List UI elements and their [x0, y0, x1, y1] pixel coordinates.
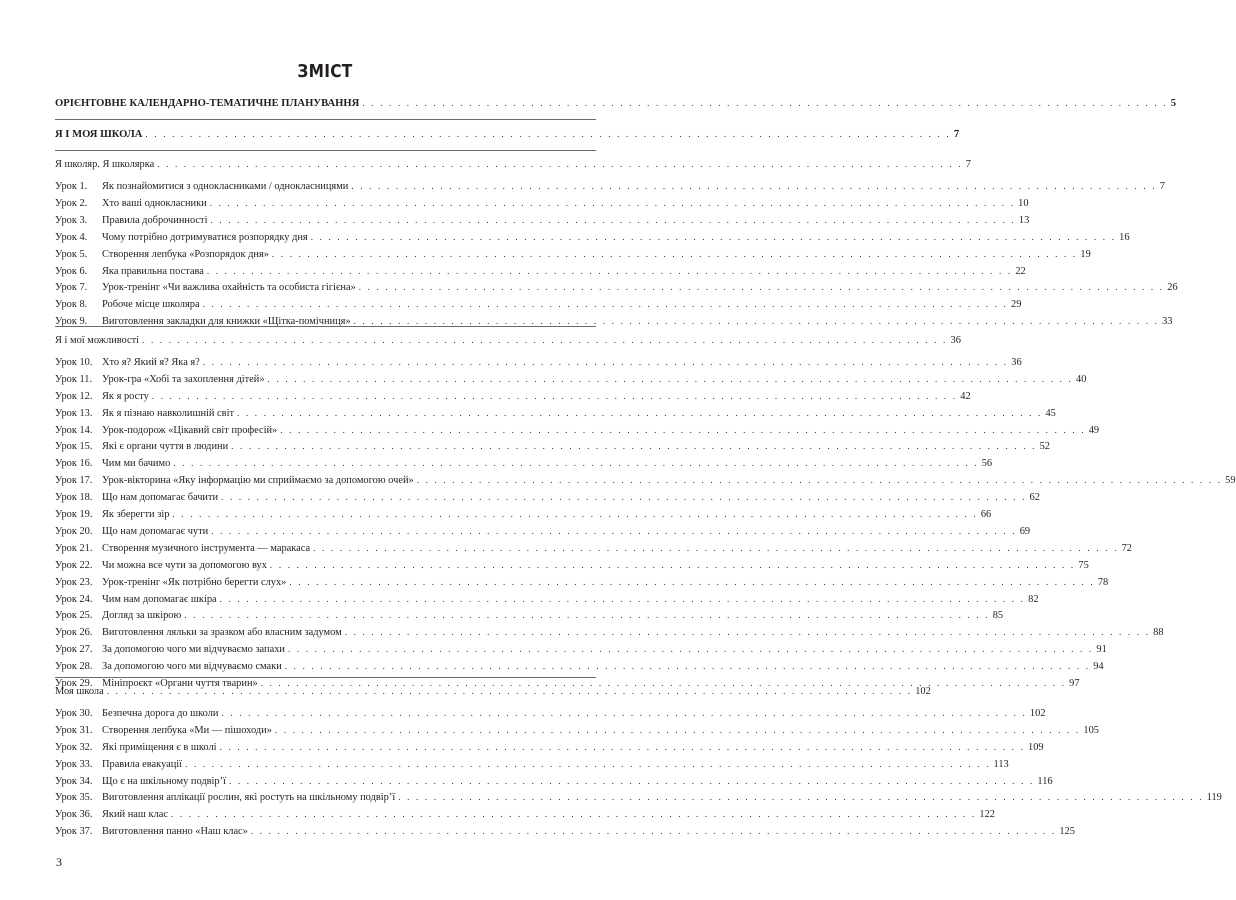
section-heading [55, 127, 960, 141]
group-heading [55, 684, 931, 698]
dot-leader [251, 824, 1056, 838]
lesson-entry [55, 406, 1056, 420]
lesson-number: Урок 3. [55, 215, 88, 226]
entry-page-number: 85 [992, 610, 1004, 621]
lesson-entry [55, 297, 1022, 311]
dot-leader [229, 774, 1034, 788]
entry-page-number: 97 [1069, 678, 1080, 689]
dot-leader [210, 196, 1015, 210]
lesson-entry [55, 213, 1030, 227]
lesson-number: Урок 32. [55, 742, 93, 753]
lesson-entry [55, 558, 1089, 572]
entry-page-number: 102 [1029, 708, 1046, 719]
entry-page-number: 36 [950, 335, 961, 346]
lesson-number: Урок 33. [55, 759, 93, 770]
entry-title: Як я пізнаю навколишній світ [102, 408, 234, 419]
lesson-number: Урок 22. [55, 560, 93, 571]
dot-leader [280, 423, 1085, 437]
lesson-entry [55, 575, 1109, 589]
dot-leader [152, 389, 957, 403]
lesson-number: Урок 23. [55, 577, 93, 588]
lesson-number: Урок 14. [55, 425, 93, 436]
lesson-entry [55, 592, 1039, 606]
entry-title: Що нам допомагає бачити [102, 492, 219, 503]
entry-page-number: 62 [1029, 492, 1040, 503]
entry-title: Чи можна все чути за допомогою вух [102, 560, 267, 571]
entry-page-number: 7 [1159, 181, 1165, 192]
entry-title: Моя школа [55, 686, 104, 697]
dot-leader [417, 473, 1222, 487]
dot-leader [351, 179, 1156, 193]
dot-leader [231, 439, 1036, 453]
dot-leader [362, 96, 1167, 110]
entry-title: Що є на шкільному подвір’ї [102, 776, 226, 787]
entry-page-number: 26 [1167, 282, 1178, 293]
lesson-entry [55, 541, 1132, 555]
entry-page-number: 19 [1080, 249, 1091, 260]
entry-page-number: 119 [1206, 792, 1222, 803]
dot-leader [221, 490, 1026, 504]
entry-page-number: 33 [1162, 316, 1173, 327]
entry-page-number: 94 [1093, 661, 1104, 672]
dot-leader [171, 807, 976, 821]
entry-title: Створення лепбука «Ми — пішоходи» [102, 725, 272, 736]
entry-page-number: 69 [1019, 526, 1031, 537]
dot-leader [211, 524, 1016, 538]
dot-leader [220, 592, 1025, 606]
lesson-number: Урок 31. [55, 725, 93, 736]
dot-leader [313, 541, 1118, 555]
dot-leader [288, 642, 1093, 656]
group-heading [55, 333, 961, 347]
page-number: 3 [56, 855, 62, 869]
lesson-number: Урок 36. [55, 809, 93, 820]
entry-title: ОРІЄНТОВНЕ КАЛЕНДАРНО-ТЕМАТИЧНЕ ПЛАНУВАННЯ [55, 98, 360, 109]
entry-title: Чим нам допомагає шкіра [102, 594, 217, 605]
lesson-number: Урок 35. [55, 792, 93, 803]
lesson-number: Урок 37. [55, 826, 93, 837]
entry-page-number: 122 [979, 809, 995, 820]
dot-leader [172, 507, 977, 521]
lesson-number: Урок 13. [55, 408, 93, 419]
entry-title: Які є органи чуття в людини [102, 441, 229, 452]
dot-leader [359, 280, 1164, 294]
lesson-entry [55, 264, 1026, 278]
entry-page-number: 5 [1170, 98, 1177, 109]
entry-title: Урок-тренінг «Чи важлива охайність та особиста гігієна» [102, 282, 356, 293]
lesson-number: Урок 26. [55, 627, 93, 638]
dot-leader [185, 757, 990, 771]
lesson-entry [55, 757, 1009, 771]
entry-title: Створення музичного інструмента — маракаса [102, 543, 311, 554]
lesson-entry [55, 524, 1031, 538]
entry-page-number: 45 [1045, 408, 1056, 419]
lesson-entry [55, 473, 1236, 487]
dot-leader [107, 684, 912, 698]
entry-page-number: 109 [1028, 742, 1044, 753]
entry-page-number: 88 [1153, 627, 1164, 638]
entry-title: Як я росту [102, 391, 149, 402]
dot-leader [272, 247, 1077, 261]
entry-title: Які приміщення є в школі [102, 742, 217, 753]
lesson-number: Урок 6. [55, 266, 88, 277]
section-divider [55, 326, 596, 327]
lesson-entry [55, 659, 1104, 673]
entry-title: Виготовлення панно «Наш клас» [102, 826, 248, 837]
lesson-entry [55, 179, 1165, 193]
entry-title: Я школяр. Я школярка [55, 159, 155, 170]
lesson-entry [55, 280, 1178, 294]
entry-title: Я і мої можливості [55, 335, 140, 346]
lesson-number: Урок 28. [55, 661, 93, 672]
entry-title: За допомогою чого ми відчуваємо смаки [102, 661, 282, 672]
section-divider [55, 150, 596, 151]
group-heading [55, 157, 971, 171]
entry-page-number: 16 [1119, 232, 1130, 243]
entry-title: Що нам допомагає чути [102, 526, 209, 537]
lesson-entry [55, 423, 1100, 437]
section-divider [55, 119, 596, 120]
lesson-entry [55, 625, 1164, 639]
dot-leader [268, 372, 1073, 386]
entry-title: Виготовлення ляльки за зразком або власним задумом [102, 627, 342, 638]
entry-page-number: 82 [1028, 594, 1039, 605]
dot-leader [345, 625, 1150, 639]
entry-page-number: 56 [981, 458, 993, 469]
dot-leader [142, 333, 947, 347]
lesson-number: Урок 29. [55, 678, 93, 689]
entry-page-number: 91 [1096, 644, 1107, 655]
entry-title: Правила евакуації [102, 759, 183, 770]
entry-page-number: 7 [965, 159, 971, 170]
entry-page-number: 125 [1059, 826, 1075, 837]
dot-leader [210, 213, 1015, 227]
dot-leader [220, 740, 1025, 754]
entry-title: Який наш клас [102, 809, 168, 820]
lesson-entry [55, 196, 1029, 210]
entry-page-number: 7 [953, 129, 960, 140]
dot-leader [270, 558, 1075, 572]
dot-leader [207, 264, 1012, 278]
lesson-number: Урок 4. [55, 232, 88, 243]
section-heading [55, 96, 1177, 110]
lesson-number: Урок 25. [55, 610, 93, 621]
dot-leader [145, 127, 950, 141]
dot-leader [275, 723, 1080, 737]
lesson-number: Урок 18. [55, 492, 93, 503]
lesson-entry [55, 490, 1040, 504]
lesson-entry [55, 372, 1087, 386]
entry-title: Безпечна дорога до школи [102, 708, 219, 719]
lesson-number: Урок 20. [55, 526, 93, 537]
entry-title: Хто ваші однокласники [102, 198, 207, 209]
lesson-number: Урок 17. [55, 475, 93, 486]
entry-page-number: 75 [1078, 560, 1089, 571]
lesson-number: Урок 5. [55, 249, 88, 260]
entry-title: Як познайомитися з однокласниками / однокласницями [102, 181, 349, 192]
entry-page-number: 10 [1018, 198, 1029, 209]
lesson-number: Урок 27. [55, 644, 93, 655]
entry-title: Урок-тренінг «Як потрібно берегти слух» [102, 577, 287, 588]
lesson-entry [55, 389, 971, 403]
lesson-entry [55, 774, 1053, 788]
entry-title: Правила доброчинності [102, 215, 208, 226]
entry-title: Робоче місце школяра [102, 299, 200, 310]
entry-title: Виготовлення закладки для книжки «Щітка-помічниця» [102, 316, 351, 327]
entry-title: Створення лепбука «Розпорядок дня» [102, 249, 269, 260]
entry-page-number: 78 [1097, 577, 1109, 588]
lesson-number: Урок 12. [55, 391, 93, 402]
lesson-number: Урок 30. [55, 708, 93, 719]
entry-page-number: 49 [1088, 425, 1100, 436]
entry-page-number: 66 [980, 509, 992, 520]
lesson-entry [55, 247, 1091, 261]
lesson-number: Урок 8. [55, 299, 88, 310]
entry-title: Урок-вікторина «Яку інформацію ми сприймаємо за допомогою очей» [102, 475, 414, 486]
entry-page-number: 13 [1018, 215, 1030, 226]
lesson-entry [55, 230, 1130, 244]
dot-leader [285, 659, 1090, 673]
entry-title: Виготовлення аплікації рослин, які ростуть на шкільному подвір’ї [102, 792, 396, 803]
lesson-number: Урок 2. [55, 198, 88, 209]
entry-page-number: 36 [1011, 357, 1022, 368]
dot-leader [398, 790, 1203, 804]
lesson-entry [55, 608, 1004, 622]
dot-leader [173, 456, 978, 470]
entry-page-number: 113 [993, 759, 1009, 770]
lesson-number: Урок 10. [55, 357, 93, 368]
entry-title: Чим ми бачимо [102, 458, 171, 469]
entry-title: Я І МОЯ ШКОЛА [55, 129, 143, 140]
lesson-entry [55, 723, 1099, 737]
entry-page-number: 116 [1037, 776, 1053, 787]
lesson-entry [55, 355, 1022, 369]
lesson-number: Урок 11. [55, 374, 93, 385]
lesson-entry [55, 439, 1050, 453]
dot-leader [237, 406, 1042, 420]
entry-title: Хто я? Який я? Яка я? [102, 357, 200, 368]
entry-title: За допомогою чого ми відчуваємо запахи [102, 644, 285, 655]
entry-title: Мініпроєкт «Органи чуття тварин» [102, 678, 258, 689]
lesson-entry [55, 706, 1046, 720]
entry-title: Догляд за шкірою [102, 610, 182, 621]
dot-leader [157, 157, 962, 171]
lesson-entry [55, 790, 1222, 804]
entry-page-number: 102 [915, 686, 931, 697]
page-title: ЗМІСТ [297, 62, 353, 82]
lesson-entry [55, 740, 1044, 754]
entry-page-number: 42 [960, 391, 971, 402]
entry-page-number: 52 [1039, 441, 1050, 452]
entry-title: Урок-подорож «Цікавий світ професій» [102, 425, 278, 436]
dot-leader [184, 608, 989, 622]
section-divider [55, 677, 596, 678]
lesson-entry [55, 807, 995, 821]
dot-leader [289, 575, 1094, 589]
lesson-number: Урок 21. [55, 543, 93, 554]
lesson-entry [55, 456, 993, 470]
entry-title: Як зберегти зір [102, 509, 170, 520]
lesson-number: Урок 9. [55, 316, 88, 327]
dot-leader [311, 230, 1116, 244]
lesson-number: Урок 16. [55, 458, 93, 469]
lesson-entry [55, 824, 1075, 838]
lesson-number: Урок 1. [55, 181, 88, 192]
entry-page-number: 40 [1076, 374, 1087, 385]
lesson-entry [55, 507, 992, 521]
entry-title: Урок-гра «Хобі та захоплення дітей» [102, 374, 265, 385]
entry-page-number: 59 [1225, 475, 1236, 486]
dot-leader [203, 297, 1008, 311]
dot-leader [203, 355, 1008, 369]
entry-page-number: 29 [1011, 299, 1022, 310]
entry-title: Яка правильна постава [102, 266, 204, 277]
lesson-number: Урок 19. [55, 509, 93, 520]
lesson-number: Урок 34. [55, 776, 93, 787]
entry-page-number: 105 [1083, 725, 1099, 736]
entry-page-number: 72 [1121, 543, 1132, 554]
dot-leader [221, 706, 1026, 720]
lesson-number: Урок 7. [55, 282, 88, 293]
entry-title: Чому потрібно дотримуватися розпорядку дня [102, 232, 308, 243]
lesson-number: Урок 24. [55, 594, 93, 605]
lesson-entry [55, 642, 1107, 656]
lesson-number: Урок 15. [55, 441, 93, 452]
entry-page-number: 22 [1015, 266, 1026, 277]
